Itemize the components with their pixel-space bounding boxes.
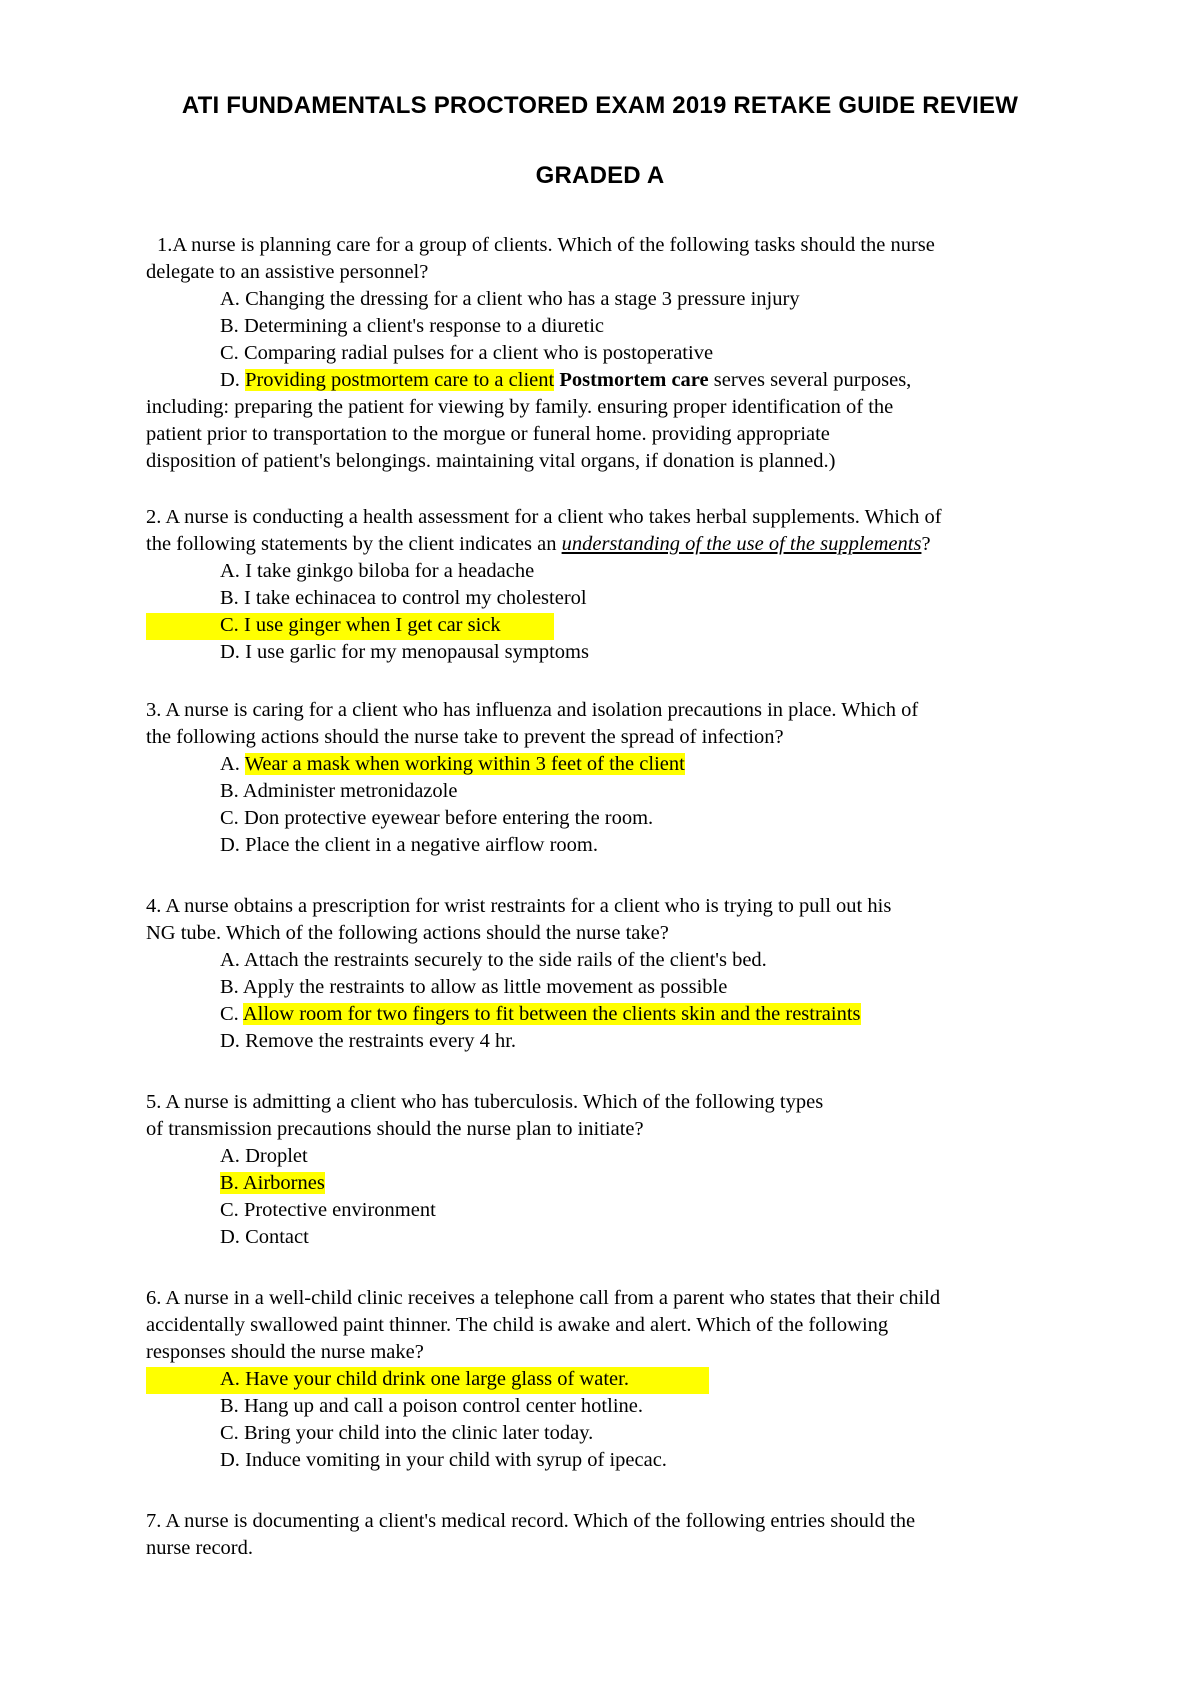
answer-option-a: A. Changing the dressing for a client who has a stage 3 pressure injury: [220, 288, 800, 310]
answer-option-d-correct: D. Providing postmortem care to a client Postmortem care serves several purposes,: [220, 369, 912, 391]
answer-option-a: A. Droplet: [220, 1145, 308, 1167]
answer-option-c: C. Bring your child into the clinic later today.: [220, 1422, 594, 1444]
question-stem-line: nurse record.: [146, 1537, 254, 1559]
correct-answer-highlight: Allow room for two fingers to fit between the clients skin and the restraints: [242, 1003, 861, 1025]
question-stem-line: the following actions should the nurse take to prevent the spread of infection?: [146, 726, 784, 748]
rationale-term: Postmortem care: [559, 369, 709, 391]
question-number: 4.: [146, 895, 162, 917]
answer-option-a: A. Attach the restraints securely to the side rails of the client's bed.: [220, 949, 767, 971]
answer-option-b: B. Administer metronidazole: [220, 780, 458, 802]
question-stem-line: accidentally swallowed paint thinner. The child is awake and alert. Which of the following: [146, 1314, 889, 1336]
question-stem-line: 2. A nurse is conducting a health assessment for a client who takes herbal supplements. Which of: [146, 506, 942, 528]
question-number: 3.: [146, 699, 162, 721]
question-number: 5.: [146, 1091, 162, 1113]
rationale-line: patient prior to transportation to the morgue or funeral home. providing appropriate: [146, 423, 830, 445]
answer-option-d: D. Induce vomiting in your child with syrup of ipecac.: [220, 1449, 667, 1471]
question-number: 6.: [146, 1287, 162, 1309]
answer-option-d: D. Contact: [220, 1226, 309, 1248]
answer-option-c: C. Comparing radial pulses for a client who is postoperative: [220, 342, 714, 364]
answer-option-d: D. Place the client in a negative airflow room.: [220, 834, 598, 856]
answer-option-c: C. Protective environment: [220, 1199, 436, 1221]
answer-option-b-correct: [220, 1170, 325, 1198]
answer-option-c-correct: C. Allow room for two fingers to fit between the clients skin and the restraints: [220, 1003, 861, 1025]
answer-option-c: C. Don protective eyewear before entering the room.: [220, 807, 654, 829]
answer-option-a-correct: A. Wear a mask when working within 3 feet of the client: [220, 753, 685, 775]
answer-option-b: B. I take echinacea to control my cholesterol: [220, 587, 587, 609]
question-stem-line: of transmission precautions should the nurse plan to initiate?: [146, 1118, 644, 1140]
rationale-line: including: preparing the patient for viewing by family. ensuring proper identification of the: [146, 396, 894, 418]
question-stem-line: 6. A nurse in a well-child clinic receives a telephone call from a parent who states that their child: [146, 1287, 941, 1309]
question-number: 2.: [146, 506, 162, 528]
answer-option-b: B. Apply the restraints to allow as little movement as possible: [220, 976, 728, 998]
question-stem-line: delegate to an assistive personnel?: [146, 261, 429, 283]
answer-option-d: D. Remove the restraints every 4 hr.: [220, 1030, 517, 1052]
question-stem-line: 1.A nurse is planning care for a group of clients. Which of the following tasks should the nurse: [157, 234, 935, 256]
correct-answer-highlight: Wear a mask when working within 3 feet of the client: [244, 753, 685, 775]
answer-option-a: A. I take ginkgo biloba for a headache: [220, 560, 535, 582]
question-stem-line: 5. A nurse is admitting a client who has tuberculosis. Which of the following types: [146, 1091, 824, 1113]
question-stem-line: 3. A nurse is caring for a client who has influenza and isolation precautions in place. Which of: [146, 699, 919, 721]
correct-answer-highlight: B. Airbornes: [220, 1172, 325, 1194]
rationale-line: disposition of patient's belongings. maintaining vital organs, if donation is planned.): [146, 450, 836, 472]
correct-answer-highlight: Providing postmortem care to a client: [245, 369, 555, 391]
answer-option-c-correct: C. I use ginger when I get car sick: [220, 614, 501, 636]
question-stem-line: responses should the nurse make?: [146, 1341, 424, 1363]
document-title: ATI FUNDAMENTALS PROCTORED EXAM 2019 RETAKE GUIDE REVIEW: [181, 92, 1019, 119]
answer-option-a-correct: A. Have your child drink one large glass of water.: [220, 1368, 629, 1390]
document-subtitle: GRADED A: [535, 162, 665, 189]
answer-option-b: B. Determining a client's response to a diuretic: [220, 315, 604, 337]
question-stem-line: 7. A nurse is documenting a client's medical record. Which of the following entries should the: [146, 1510, 916, 1532]
question-number: 7.: [146, 1510, 162, 1532]
emphasized-phrase: understanding of the use of the supplements: [561, 533, 922, 555]
question-stem-line: NG tube. Which of the following actions should the nurse take?: [146, 922, 669, 944]
answer-option-d: D. I use garlic for my menopausal symptoms: [220, 641, 589, 663]
question-stem-line: the following statements by the client indicates an understanding of the use of the supplements?: [146, 533, 931, 555]
answer-option-b: B. Hang up and call a poison control center hotline.: [220, 1395, 643, 1417]
question-number: 1.: [157, 234, 173, 256]
question-stem-line: 4. A nurse obtains a prescription for wrist restraints for a client who is trying to pull out his: [146, 895, 892, 917]
